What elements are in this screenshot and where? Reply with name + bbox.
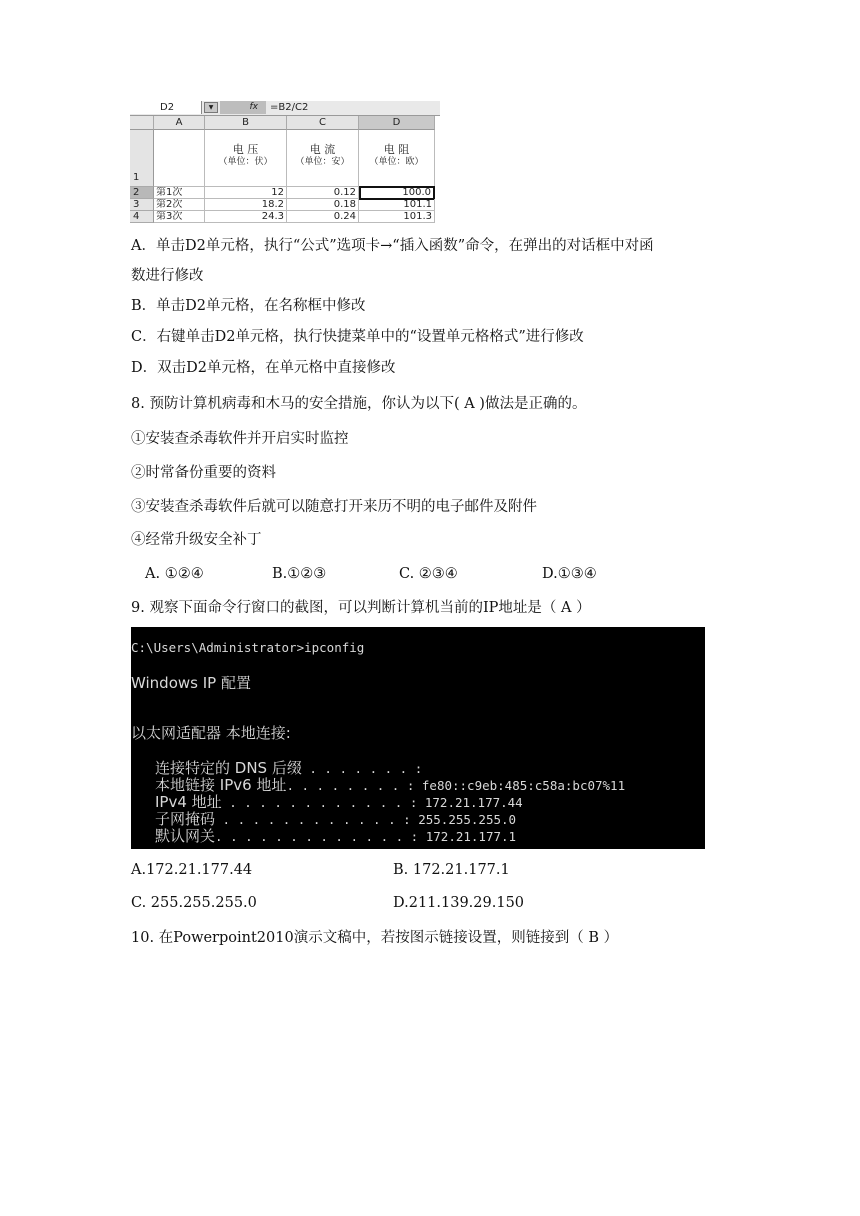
name-box[interactable]: D2	[130, 101, 202, 114]
console-title-line: Windows IP 配置	[131, 674, 251, 692]
dropdown-arrow-icon[interactable]: ▼	[204, 102, 218, 113]
q8-item-3: ③安装查杀毒软件后就可以随意打开来历不明的电子邮件及附件	[131, 499, 537, 515]
console-prompt-line: C:\Users\Administrator>ipconfig	[131, 640, 365, 655]
cell-b2[interactable]: 12	[205, 187, 287, 199]
q7-option-c: C．右键单击D2单元格，执行快捷菜单中的“设置单元格格式”进行修改	[131, 329, 584, 345]
row-header-3[interactable]: 3	[130, 199, 154, 211]
formula-bar	[130, 101, 440, 116]
entry-dots: . . . . . . . :	[301, 761, 423, 776]
cell-a1[interactable]	[154, 130, 205, 187]
q8-option-d: D.①③④	[542, 566, 597, 582]
q9-option-b: B. 172.21.177.1	[393, 862, 510, 878]
entry-value: 255.255.255.0	[410, 812, 517, 827]
column-header-a[interactable]: A	[154, 116, 205, 130]
cell-c4[interactable]: 0.24	[287, 211, 359, 223]
entry-label: 子网掩码	[155, 810, 216, 828]
entry-label: 默认网关	[155, 827, 216, 845]
column-header-b[interactable]: B	[205, 116, 287, 130]
cell-a4[interactable]: 第3次	[154, 211, 205, 223]
cell-b1[interactable]	[205, 130, 287, 187]
q7-option-a-line1: A．单击D2单元格，执行“公式”选项卡→“插入函数”命令，在弹出的对话框中对函	[131, 238, 654, 254]
select-all-corner[interactable]	[130, 116, 154, 130]
row-header-2[interactable]: 2	[130, 187, 154, 199]
entry-label: 本地链接 IPv6 地址	[155, 776, 287, 794]
q8-option-a: A. ①②④	[145, 566, 204, 582]
q8-item-1: ①安装查杀毒软件并开启实时监控	[131, 431, 349, 447]
q9-option-c: C. 255.255.255.0	[131, 895, 257, 911]
q8-item-4: ④经常升级安全补丁	[131, 532, 262, 548]
entry-dots: . . . . . . . . . . . . :	[221, 795, 418, 810]
current-title: 电 流	[309, 143, 336, 156]
console-adapter-line: 以太网适配器 本地连接:	[131, 724, 291, 742]
cell-c1[interactable]	[287, 130, 359, 187]
entry-label: 连接特定的 DNS 后缀	[155, 759, 302, 777]
q7-option-a-line2: 数进行修改	[131, 268, 204, 284]
cell-c2[interactable]: 0.12	[287, 187, 359, 199]
cell-a3[interactable]: 第2次	[154, 199, 205, 211]
q7-option-d: D．双击D2单元格，在单元格中直接修改	[131, 360, 396, 376]
spreadsheet-screenshot	[130, 101, 440, 223]
entry-dots: . . . . . . . . :	[286, 778, 415, 793]
current-unit: （单位：安）	[295, 157, 350, 167]
row-header-4[interactable]: 4	[130, 211, 154, 223]
q9-stem: 9. 观察下面命令行窗口的截图，可以判断计算机当前的IP地址是（ A ）	[131, 600, 591, 616]
console-entry-gateway	[155, 825, 516, 846]
cell-c3[interactable]: 0.18	[287, 199, 359, 211]
resistance-title: 电 阻	[383, 143, 410, 156]
entry-dots: . . . . . . . . . . . . . :	[215, 829, 419, 844]
cell-b3[interactable]: 18.2	[205, 199, 287, 211]
voltage-unit: （单位：伏）	[218, 157, 273, 167]
q8-stem: 8. 预防计算机病毒和木马的安全措施，你认为以下( A )做法是正确的。	[131, 396, 587, 412]
fx-icon[interactable]: fx	[220, 101, 266, 114]
entry-label: IPv4 地址	[155, 793, 222, 811]
cell-a2[interactable]: 第1次	[154, 187, 205, 199]
command-prompt-screenshot	[131, 627, 705, 849]
entry-dots: . . . . . . . . . . . . :	[215, 812, 411, 827]
cell-b4[interactable]: 24.3	[205, 211, 287, 223]
q9-option-a: A.172.21.177.44	[131, 862, 253, 878]
formula-text[interactable]: =B2/C2	[270, 102, 309, 113]
q9-option-d: D.211.139.29.150	[393, 895, 525, 911]
cell-d1[interactable]	[359, 130, 435, 187]
column-header-c[interactable]: C	[287, 116, 359, 130]
voltage-title: 电 压	[232, 143, 259, 156]
entry-value: fe80::c9eb:485:c58a:bc07%11	[414, 778, 626, 793]
q8-item-2: ②时常备份重要的资料	[131, 465, 276, 481]
q8-option-c: C. ②③④	[399, 566, 458, 582]
row-header-1[interactable]: 1	[130, 130, 154, 187]
q10-stem: 10. 在Powerpoint2010演示文稿中，若按图示链接设置，则链接到（ B ）	[131, 930, 619, 946]
resistance-unit: （单位：欧）	[369, 157, 424, 167]
column-header-d[interactable]: D	[359, 116, 435, 130]
cell-d3[interactable]: 101.1	[359, 199, 435, 211]
cell-d2-active[interactable]: 100.0	[359, 186, 435, 200]
q7-option-b: B．单击D2单元格，在名称框中修改	[131, 298, 366, 314]
q8-option-b: B.①②③	[272, 566, 327, 582]
entry-value: 172.21.177.1	[418, 829, 517, 844]
entry-value: 172.21.177.44	[417, 795, 523, 810]
cell-d4[interactable]: 101.3	[359, 211, 435, 223]
